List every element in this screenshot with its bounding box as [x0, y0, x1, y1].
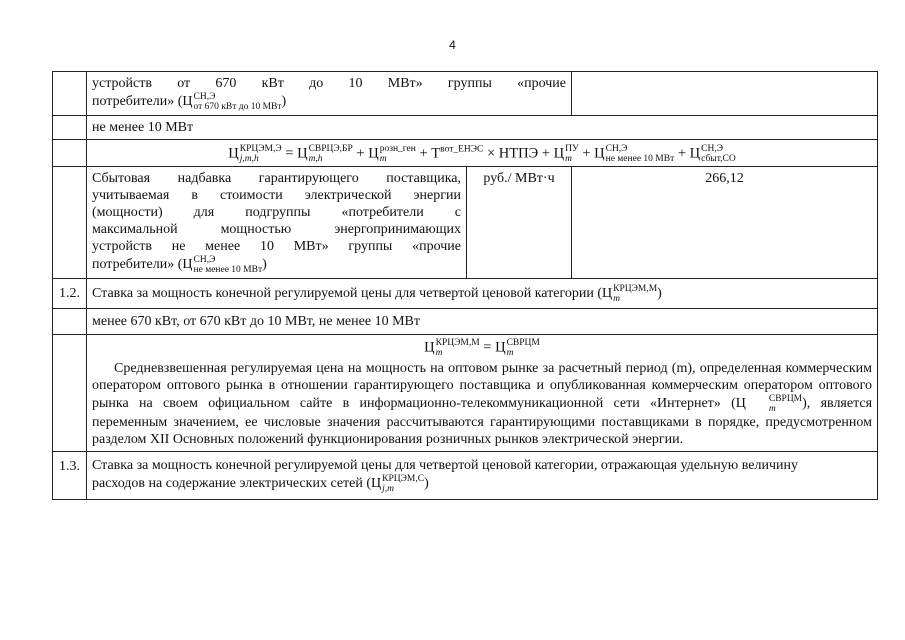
formula-description-cell — [87, 335, 878, 452]
row-number-cell — [53, 309, 87, 335]
power-price-formula: Ц КРЦЭМ,М m = Ц СВРЦМ m — [424, 338, 540, 358]
description-line: устройств не менее 10 МВт» группы «прочие — [92, 239, 461, 254]
description-line: Сбытовая надбавка гарантирующего поставщика, — [92, 171, 461, 186]
section-title-line: расходов на содержание электрических сетей (Ц КРЦЭМ,С j,m ) — [92, 474, 429, 494]
value-cell — [572, 72, 878, 116]
section-title-cell: Ставка за мощность конечной регулируемой цены для четвертой ценовой категории (Ц КРЦЭМ,М m ) — [87, 279, 878, 309]
row-number-cell — [53, 167, 87, 279]
row-number-cell: 1.2. — [53, 279, 87, 309]
description-cell — [87, 167, 467, 279]
value-cell: 266,12 — [572, 167, 878, 279]
tariff-table — [52, 71, 878, 500]
row-number-cell — [53, 335, 87, 452]
table-row — [53, 279, 878, 309]
table-row — [53, 335, 878, 452]
row-number-cell — [53, 140, 87, 167]
table-row — [53, 309, 878, 335]
subgroup-cell: менее 670 кВт, от 670 кВт до 10 МВт, не менее 10 МВт — [87, 309, 878, 335]
formula-explanation: Средневзвешенная регулируемая цена на мощность на оптовом рынке за расчетный период (m), определенная коммерческим оператором оптового рынка в отношении гарантирующего поставщика и опубликованная коммерческим оператором оптового рынка на своем официальном сайте в информационно-телекоммуникационной сети «Интернет» (Ц СВРЦМ m ), является переменным значением, ее числовые значения рассчитываются гарантирующими поставщиками в порядке, предусмотренном разделом XII Основных положений функционирования розничных рынков электрической энергии. — [92, 361, 873, 447]
table-row — [53, 140, 878, 167]
row-number-cell — [53, 116, 87, 140]
table-row — [53, 167, 878, 279]
description-line: потребители» (Ц СН,Э от 670 кВт до 10 МВт ) — [92, 92, 287, 112]
section-title-line: Ставка за мощность конечной регулируемой цены для четвертой ценовой категории, отражающая удельную величину — [92, 458, 798, 473]
table-row — [53, 116, 878, 140]
row-number-cell: 1.3. — [53, 452, 87, 500]
table-row — [53, 452, 878, 500]
subgroup-cell: не менее 10 МВт — [87, 116, 878, 140]
page-number: 4 — [449, 38, 456, 52]
description-cell — [87, 72, 572, 116]
description-line: (мощности) для подгруппы «потребители с — [92, 205, 461, 220]
description-line: потребители» (Ц СН,Э не менее 10 МВт ) — [92, 255, 267, 275]
unit-cell: руб./ МВт·ч — [467, 167, 572, 279]
section-title-cell — [87, 452, 878, 500]
description-line: устройств от 670 кВт до 10 МВт» группы «прочие — [92, 76, 567, 91]
row-number-cell — [53, 72, 87, 116]
table-row — [53, 72, 878, 116]
description-line: учитываемая в стоимости электрической энергии — [92, 188, 461, 203]
price-formula: Ц КРЦЭМ,Э j,m,h = Ц СВРЦЭ,БР m,h + Ц розн_ген m + $T^{вот\_ЕНЭС}$ × НТПЭ + Ц ПУ m + Ц СН,Э не менее 10 МВт + Ц СН,Э сбыт,СО — [87, 140, 878, 167]
description-line: максимальной мощностью энергопринимающих — [92, 222, 461, 237]
